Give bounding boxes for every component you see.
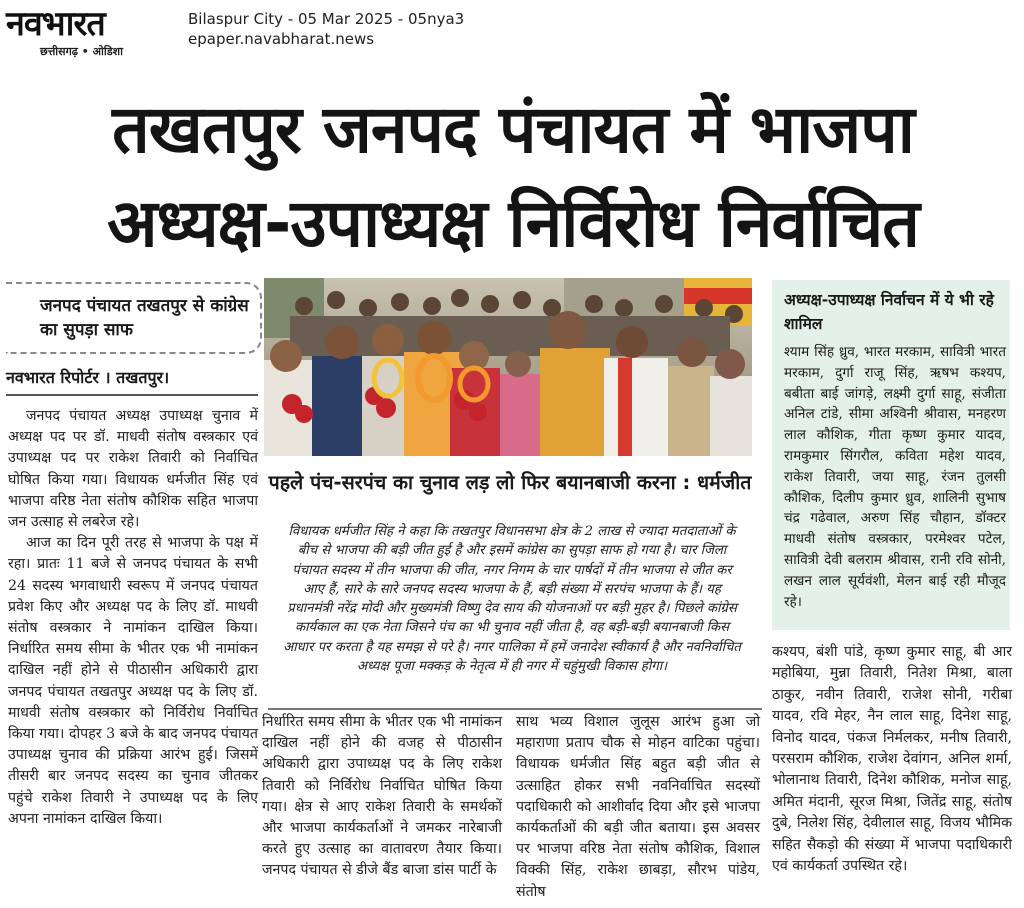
section-divider — [268, 708, 762, 710]
paragraph: जनपद पंचायत अध्यक्ष उपाध्यक्ष चुनाव में अध्यक्ष पद पर डॉ. माधवी संतोष वस्त्रकार एवं उपाध्यक्ष पद पर राकेश तिवारी को निर्वाचित घोषित किया गया। विधायक धर्मजीत सिंह एवं भाजपा वरिष्ठ नेता संतोष कौशिक सहित भाजपा जन उत्साह से लबरेज रहे। — [8, 408, 258, 531]
caption-heading: पहले पंच-सरपंच का चुनाव लड़ लो फिर बयानबाजी करना : धर्मजीत — [268, 471, 752, 494]
attendees-sidebar — [772, 280, 1010, 630]
site-url: epaper.navabharat.news — [188, 30, 375, 48]
logo-subtext: छत्तीसगढ़ • ओडिशा — [40, 45, 123, 58]
article-column-right: कश्यप, बंशी पांडे, कृष्ण कुमार साहू, बी आर महोबिया, मुन्ना तिवारी, नितेश मिश्रा, बाला ठाकुर, नवीन तिवारी, राजेश सोनी, गरीबा यादव, रवि मेहर, नैन लाल साहू, दिनेश साहू, विनोद यादव, पंकज निर्मलकर, मनीष तिवारी, परसराम कौशिक, राजेश देवांगन, अनिल शर्मा, भोलानाथ तिवारी, दिनेश कौशिक, मनोज साहू, अमित मंदानी, सूरज मिश्रा, जितेंद्र साहू, संतोष दुबे, निलेश सिंह, देवीलाल साहू, विजय भौमिक सहित सैकड़ो की संख्या में भाजपा पदाधिकारी एवं कार्यकर्ता उपस्थित रहे। — [772, 644, 1012, 875]
caption-box — [268, 460, 752, 700]
group-photo-illustration — [264, 278, 752, 456]
article-body-left — [8, 406, 258, 830]
headline-line-1: तखतपुर जनपद पंचायत में भाजपा — [112, 91, 914, 168]
article-column-mid-2: साथ भव्य विशाल जुलूस आरंभ हुआ जो महाराणा प्रताप चौक से मोहन वाटिका पहुंचा। विधायक धर्मजीत सिंह बहुत बड़ी जीत से उत्साहित होकर सभी नवनिर्वाचित सदस्यों पदाधिकारी को आशीर्वाद दिया और इसे भाजपा कार्यकर्ताओं की बड़ी जीत बताया। इस अवसर पर भाजपा वरिष्ठ नेता संतोष कौशिक, विशाल विक्की सिंह, राकेश छाबड़ा, सौरभ पांडेय, संतोष — [516, 714, 760, 900]
main-headline — [8, 84, 1018, 272]
article-column-mid-1: निर्धारित समय सीमा के भीतर एक भी नामांकन दाखिल नहीं होने की वजह से पीठासीन अधिकारी द्वारा उपाध्यक्ष पद के लिए राकेश तिवारी को निर्विरोध निर्वाचित घोषित किया गया। क्षेत्र से आए राकेश तिवारी के समर्थकों और भाजपा कार्यकर्ताओं ने जमकर नारेबाजी करते हुए उत्साह का वातावरण तैयार किया। जनपद पंचायत से डीजे बैंड बाजा डांस पार्टी के — [262, 714, 502, 879]
sidebar-title: अध्यक्ष-उपाध्यक्ष निर्वाचन में ये भी रहे शामिल — [784, 291, 994, 333]
news-photo — [264, 278, 752, 456]
subheadline: जनपद पंचायत तखतपुर से कांग्रेस का सुपड़ा साफ — [40, 296, 249, 340]
headline-line-2: अध्यक्ष-उपाध्यक्ष निर्विरोध निर्वाचित — [107, 185, 919, 262]
newspaper-logo — [6, 4, 178, 64]
subheadline-box — [6, 282, 262, 354]
byline-divider — [6, 394, 258, 396]
logo-text: नवभारत — [6, 4, 105, 44]
edition-info: Bilaspur City - 05 Mar 2025 - 05nya3 — [188, 10, 465, 28]
caption-text: विधायक धर्मजीत सिंह ने कहा कि तखतपुर विधानसभा क्षेत्र के 2 लाख से ज्यादा मतदाताओं के बीच से भाजपा की बड़ी जीत हुई है और इसमें कांग्रेस का सुपड़ा साफ हो गया है। चार जिला पंचायत सदस्य में तीन भाजपा की जीत, नगर निगम के चार पार्षदों में तीन भाजपा से जीत कर आए हैं, सारे के सारे जनपद सदस्य भाजपा के हैं, बड़ी संख्या में सरपंच भाजपा के हैं। यह प्रधानमंत्री नरेंद्र मोदी और मुख्यमंत्री विष्णु देव साय की योजनाओं पर बड़ी मुहर है। पिछले कांग्रेस कार्यकाल का एक नेता जिसने पंच का भी चुनाव नहीं जीता है, वह बड़ी-बड़ी बयानबाजी किस आधार पर करता है यह समझ से परे है। नगर पालिका में हमें जनादेश स्वीकार्य है और नवनिर्वाचित अध्यक्ष पूजा मक्कड़ के नेतृत्व में ही नगर में चहुंमुखी विकास होगा। — [283, 524, 741, 675]
byline: नवभारत रिपोर्टर । तखतपुर। — [6, 368, 170, 387]
masthead — [0, 0, 1024, 84]
paragraph: आज का दिन पूरी तरह से भाजपा के पक्ष में रहा। प्रातः 11 बजे से जनपद पंचायत के सभी 24 सदस्य भगवाधारी स्वरूप में जनपद पंचायत प्रवेश किए और अध्यक्ष पद के लिए डॉ. माधवी संतोष वस्त्रकार ने नामांकन दाखिल किया। निर्धारित समय सीमा के भीतर एक भी नामांकन दाखिल नहीं होने से पीठासीन अधिकारी द्वारा जनपद पंचायत तखतपुर अध्यक्ष पद के लिए डॉ. माधवी संतोष वस्त्रकार को निर्विरोध निर्वाचित किया गया। दोपहर 3 बजे के बाद जनपद पंचायत उपाध्यक्ष चुनाव की प्रक्रिया आरंभ हुई। जिसमें तीसरी बार जनपद सदस्य का चुनाव जीतकर पहुंचे राकेश तिवारी ने उपाध्यक्ष पद के लिए अपना नामांकन दाखिल किया। — [8, 535, 258, 827]
sidebar-names: श्याम सिंह ध्रुव, भारत मरकाम, सावित्री भारत मरकाम, दुर्गा राजू सिंह, ऋषभ कश्यप, बबीता बाई जांगड़े, लक्ष्मी दुर्गा साहू, संजीता अनिल टांडे, सीमा अश्विनी श्रीवास, मनहरण लाल कौशिक, गीता कृष्ण कुमार यादव, रामकुमार सिंगरौल, कविता महेश यादव, राकेश तिवारी, जया साहू, रंजन तुलसी कौशिक, दिलीप कुमार ध्रुव, शालिनी सुभाष चंद्र गढेवाल, अरुण सिंह चौहान, डॉक्टर माधवी संतोष वस्त्रकार, परमेश्वर पटेल, सावित्री देवी बलराम श्रीवास, रानी रवि सोनी, लखन लाल सूर्यवंशी, मेलन बाई रही मौजूद रहे। — [784, 344, 1006, 610]
